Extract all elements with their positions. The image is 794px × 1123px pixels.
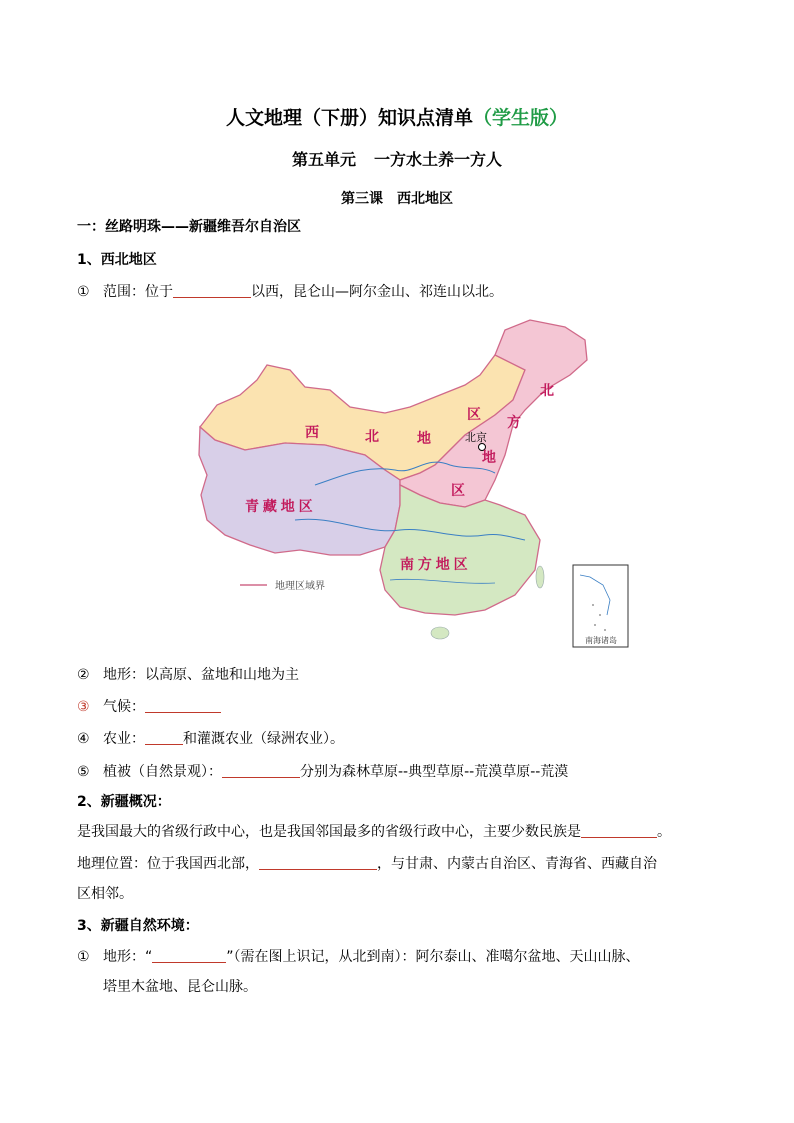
item-number: ③ bbox=[77, 699, 90, 715]
title-main: 人文地理（下册）知识点清单 bbox=[225, 107, 473, 129]
hainan-island bbox=[431, 627, 449, 639]
lesson-name: 西北地区 bbox=[397, 191, 453, 207]
item-text: 农业： bbox=[103, 731, 145, 747]
china-region-map bbox=[195, 315, 635, 650]
item-number: ① bbox=[77, 949, 90, 965]
item-text: 以西，昆仑山—阿尔金山、祁连山以北。 bbox=[251, 284, 503, 300]
south-label: 南 方 地 区 bbox=[400, 556, 468, 572]
north-label-1: 北 bbox=[540, 382, 554, 398]
fill-blank[interactable] bbox=[145, 730, 183, 745]
section2-heading: 2、新疆概况： bbox=[77, 794, 171, 810]
item-text: 分别为森林草原--典型草原--荒漠草原--荒漠 bbox=[300, 764, 569, 780]
item-number: ⑤ bbox=[77, 764, 90, 780]
item-text: 和灌溉农业（绿洲农业）。 bbox=[183, 731, 344, 747]
taiwan-island bbox=[536, 566, 544, 588]
inset-frame bbox=[573, 565, 628, 647]
item-text: 范围：位于 bbox=[103, 284, 173, 300]
item-xinjiang-terrain bbox=[77, 946, 640, 966]
paragraph-text: ，与甘肃、内蒙古自治区、青海省、西藏自治 bbox=[377, 856, 657, 872]
section1-sub1: 1、西北地区 bbox=[77, 252, 157, 268]
lesson-label: 第三课 bbox=[341, 191, 383, 207]
inset-label: 南海诸岛 bbox=[585, 636, 617, 645]
item-text: 地形：以高原、盆地和山地为主 bbox=[103, 667, 299, 683]
unit-label: 第五单元 bbox=[291, 150, 356, 169]
north-label-2: 方 bbox=[507, 414, 521, 430]
item-vegetation bbox=[77, 761, 568, 781]
qingzang-label: 青 藏 地 区 bbox=[245, 498, 313, 514]
item-text: ”（需在图上识记，从北到南）：阿尔泰山、准噶尔盆地、天山山脉、 bbox=[226, 949, 640, 965]
title-edition: （学生版） bbox=[473, 107, 569, 129]
item-xinjiang-terrain-cont: 塔里木盆地、昆仑山脉。 bbox=[103, 979, 257, 995]
item-text: 地形：“ bbox=[103, 949, 153, 965]
section2-paragraph-2-cont: 区相邻。 bbox=[77, 886, 133, 902]
fill-blank[interactable] bbox=[581, 823, 657, 838]
northwest-label-1: 西 bbox=[305, 424, 319, 440]
fill-blank[interactable] bbox=[173, 283, 251, 298]
north-label-3: 地 bbox=[482, 449, 496, 465]
section2-paragraph-2 bbox=[77, 853, 657, 873]
item-agriculture bbox=[77, 728, 344, 748]
unit-heading bbox=[0, 147, 794, 170]
page-title bbox=[0, 103, 794, 130]
section2-paragraph-1 bbox=[77, 821, 671, 841]
item-text: 气候： bbox=[103, 699, 145, 715]
section1-heading: 一：丝路明珠——新疆维吾尔自治区 bbox=[77, 219, 301, 235]
paragraph-text: 地理位置：位于我国西北部， bbox=[77, 856, 259, 872]
item-number: ② bbox=[77, 667, 90, 683]
item-terrain bbox=[77, 664, 299, 684]
paragraph-text: 。 bbox=[657, 824, 671, 840]
legend-label: 地理区域界 bbox=[275, 581, 325, 592]
section3-heading: 3、新疆自然环境： bbox=[77, 918, 199, 934]
northwest-label-3: 地 bbox=[417, 430, 431, 446]
item-text: 植被（自然景观）： bbox=[103, 764, 222, 780]
item-number: ① bbox=[77, 284, 90, 300]
northwest-label-2: 北 bbox=[365, 428, 379, 444]
item-number: ④ bbox=[77, 731, 90, 747]
fill-blank[interactable] bbox=[259, 855, 377, 870]
unit-name: 一方水土养一方人 bbox=[374, 150, 503, 169]
fill-blank[interactable] bbox=[152, 948, 226, 963]
northwest-label-4: 区 bbox=[467, 406, 481, 422]
lesson-heading bbox=[0, 188, 794, 208]
item-climate bbox=[77, 696, 221, 716]
north-label-4: 区 bbox=[451, 482, 465, 498]
beijing-label: 北京 bbox=[465, 432, 487, 444]
item-range bbox=[77, 281, 503, 301]
fill-blank[interactable] bbox=[145, 698, 221, 713]
paragraph-text: 是我国最大的省级行政中心，也是我国邻国最多的省级行政中心，主要少数民族是 bbox=[77, 824, 581, 840]
fill-blank[interactable] bbox=[222, 763, 300, 778]
